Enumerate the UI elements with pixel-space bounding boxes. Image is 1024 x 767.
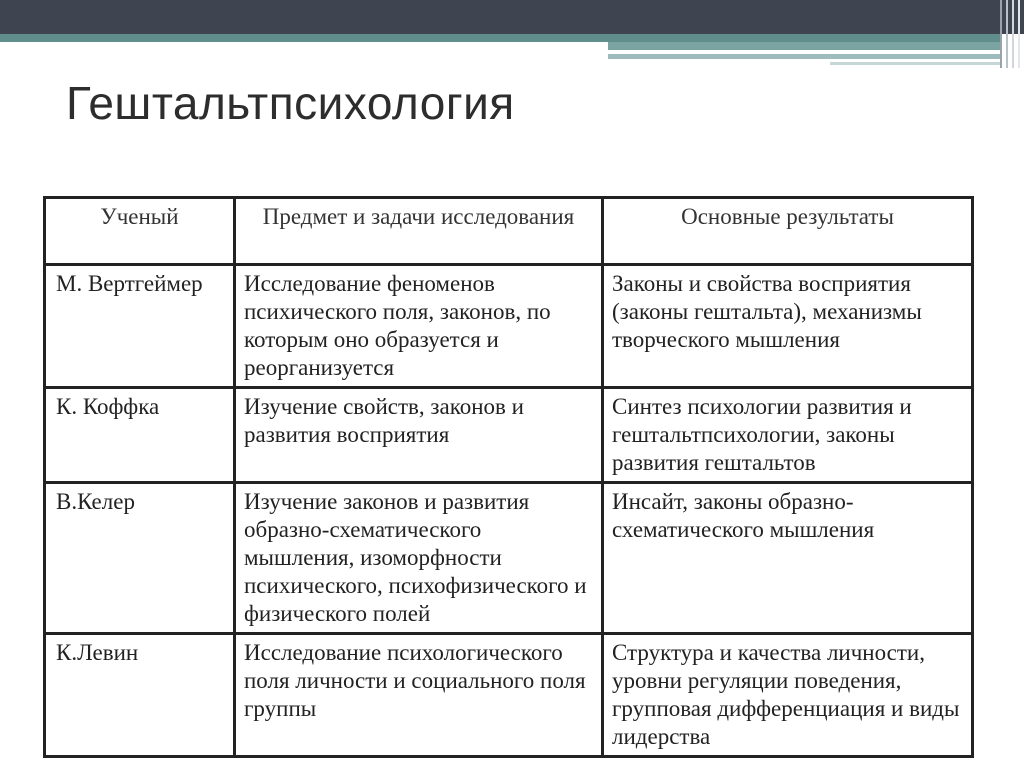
- cell-subject: Исследование психологического поля личности и социального поля группы: [235, 634, 603, 757]
- decor-stripe: [608, 42, 1000, 50]
- table-row: [45, 388, 973, 483]
- cell-results: Законы и свойства восприятия (законы гештальта), механизмы творческого мышления: [603, 265, 973, 388]
- header-subject: Предмет и задачи исследования: [235, 198, 603, 265]
- cell-subject: Изучение свойств, законов и развития восприятия: [235, 388, 603, 483]
- decor-vertical-lines: [996, 0, 1024, 68]
- cell-scientist: М. Вертгеймер: [45, 265, 235, 388]
- table-row: [45, 634, 973, 757]
- cell-scientist: К.Левин: [45, 634, 235, 757]
- data-table: [43, 196, 974, 758]
- cell-subject: Исследование феноменов психического поля, законов, по которым оно образуется и реорганизуется: [235, 265, 603, 388]
- header-scientist: Ученый: [45, 198, 235, 265]
- cell-results: Инсайт, законы образно-схематического мышления: [603, 483, 973, 634]
- table-header-row: [45, 198, 973, 265]
- decor-stripe: [608, 54, 1000, 59]
- cell-scientist: К. Коффка: [45, 388, 235, 483]
- table-row: [45, 265, 973, 388]
- teal-band: [0, 34, 1000, 42]
- table-row: [45, 483, 973, 634]
- top-bar: [0, 0, 1024, 34]
- cell-results: Синтез психологии развития и гештальтпсихологии, законы развития гештальтов: [603, 388, 973, 483]
- decor-stripe: [830, 62, 1000, 65]
- header-results: Основные результаты: [603, 198, 973, 265]
- cell-subject: Изучение законов и развития образно-схематического мышления, изоморфности психического, психофизического и физического полей: [235, 483, 603, 634]
- slide-title: Гештальтпсихология: [66, 77, 515, 129]
- cell-results: Структура и качества личности, уровни регуляции поведения, групповая дифференциация и виды лидерства: [603, 634, 973, 757]
- cell-scientist: В.Келер: [45, 483, 235, 634]
